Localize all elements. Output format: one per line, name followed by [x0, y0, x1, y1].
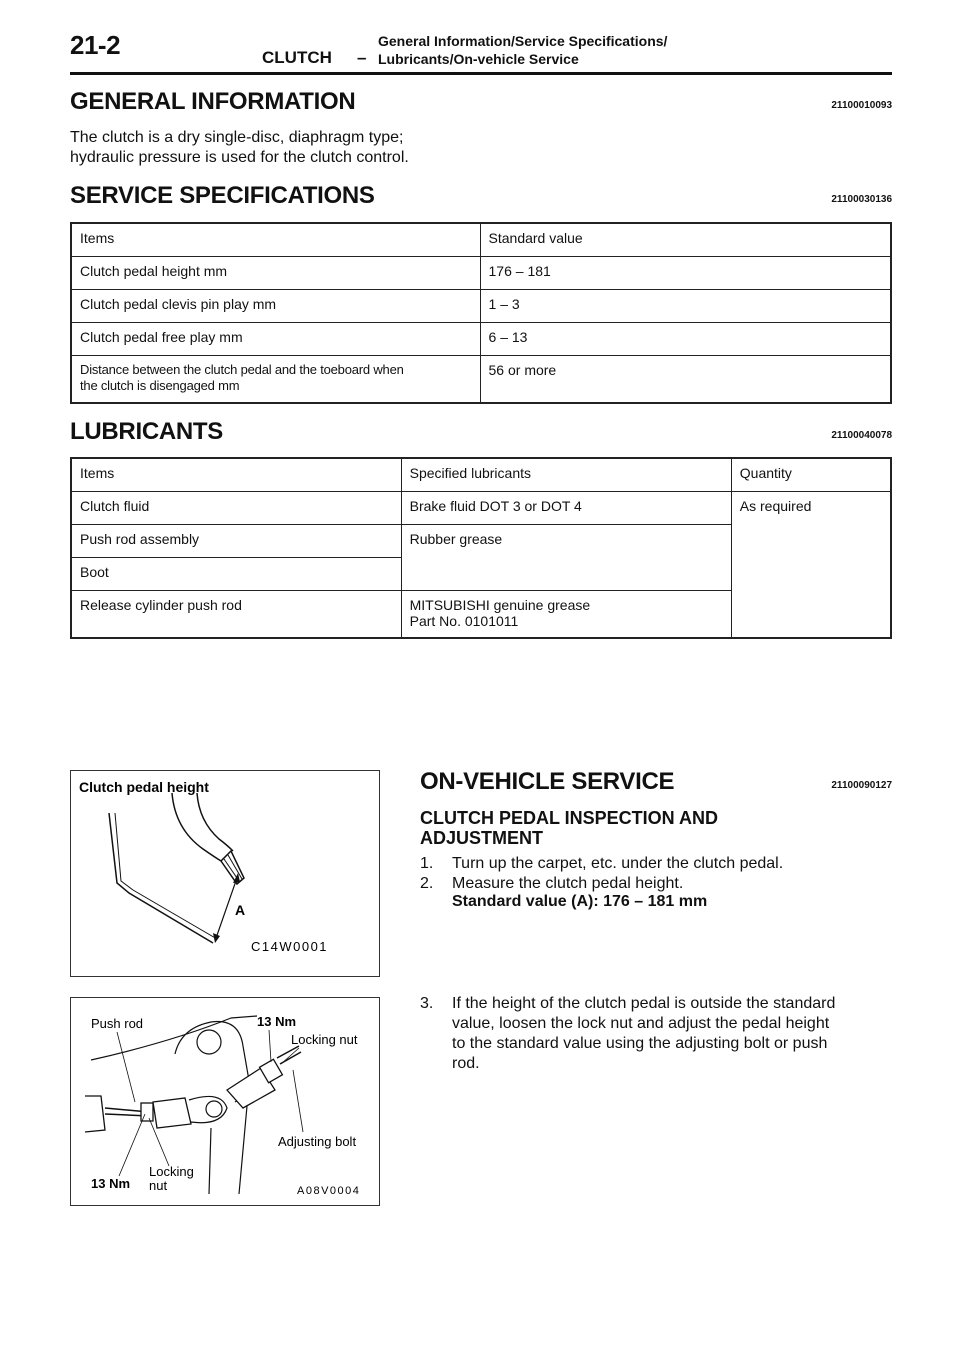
header-subtitle-line1: General Information/Service Specifications/: [378, 33, 668, 49]
pedal-lever: [189, 1096, 227, 1122]
figure-push-rod-adjustment: [70, 997, 380, 1206]
adjusting-bolt: [277, 1046, 299, 1058]
header-items: Items: [71, 458, 401, 491]
label-push-rod: Push rod: [91, 1016, 144, 1031]
spec-item: Clutch pedal free play mm: [71, 322, 480, 355]
label-locking-nut: Locking nut: [291, 1032, 358, 1047]
dimension-label-a: A: [235, 902, 246, 918]
pedal-arm: [239, 1106, 247, 1194]
label-torque-top: 13 Nm: [257, 1014, 297, 1029]
spec-value: 6 – 13: [480, 322, 891, 355]
table-row: [71, 322, 891, 355]
step-text-line1: If the height of the clutch pedal is outside the standard: [452, 995, 836, 1012]
spec-value: 56 or more: [480, 355, 891, 403]
leader-torque-top: [269, 1030, 271, 1062]
leader-adjusting-bolt: [293, 1070, 303, 1132]
figure1-caption: Clutch pedal height: [79, 779, 209, 795]
pedal-height-diagram: [71, 771, 379, 976]
figure-clutch-pedal-height: [70, 770, 380, 977]
lubricant-item: Clutch fluid: [71, 491, 401, 524]
arrow-head-down-icon: [213, 933, 220, 943]
toeboard-line: [109, 813, 213, 943]
general-information-line2: hydraulic pressure is used for the clutch control.: [70, 149, 409, 166]
table-row: [71, 289, 891, 322]
toeboard-line-inner: [115, 813, 217, 939]
master-cylinder: [85, 1096, 105, 1132]
spec-value: 176 – 181: [480, 256, 891, 289]
step-number: 3.: [420, 995, 434, 1012]
header-items: Items: [71, 223, 480, 256]
clevis-pin: [206, 1101, 222, 1117]
step-3: [420, 994, 892, 1078]
header-rule: [70, 72, 892, 75]
leader-push-rod: [117, 1032, 135, 1102]
lubricant-item: Boot: [71, 557, 401, 590]
pivot-hole: [197, 1030, 221, 1054]
spec-value: 1 – 3: [480, 289, 891, 322]
table-header-row: [71, 223, 891, 256]
spec-item: [71, 355, 480, 403]
clevis: [153, 1098, 191, 1128]
pedal-arm-left: [172, 793, 221, 861]
general-information-line1: The clutch is a dry single-disc, diaphragm type;: [70, 129, 404, 146]
label-torque-bottom: 13 Nm: [91, 1176, 131, 1191]
general-information-title: GENERAL INFORMATION: [70, 88, 356, 115]
lubricant-item: Release cylinder push rod: [71, 590, 401, 638]
lubricant-spec: [401, 590, 731, 638]
lubricant-spec: Brake fluid DOT 3 or DOT 4: [401, 491, 731, 524]
general-information-code: 21100010093: [831, 100, 892, 111]
push-rod-diagram: [71, 998, 379, 1205]
service-specifications-title: SERVICE SPECIFICATIONS: [70, 182, 375, 209]
inspection-subtitle-line1: CLUTCH PEDAL INSPECTION AND: [420, 808, 719, 828]
header-quantity: Quantity: [731, 458, 891, 491]
table-row: [71, 491, 891, 524]
lubricants-title: LUBRICANTS: [70, 418, 223, 445]
figure1-code: C14W0001: [251, 939, 329, 954]
spec-item: Clutch pedal height mm: [71, 256, 480, 289]
step-1: [420, 854, 892, 876]
inspection-subtitle-line2: ADJUSTMENT: [420, 828, 544, 848]
spec-item-line2: the clutch is disengaged mm: [80, 377, 240, 393]
step-text-line4: rod.: [452, 1055, 480, 1072]
lubricant-quantity: As required: [731, 491, 891, 638]
service-specifications-code: 21100030136: [831, 194, 892, 205]
step-text: Turn up the carpet, etc. under the clutch pedal.: [452, 855, 784, 872]
service-specifications-table: [70, 222, 892, 404]
header-standard-value: Standard value: [480, 223, 891, 256]
standard-value-note: Standard value (A): 176 – 181 mm: [452, 893, 708, 910]
general-information-text: [70, 128, 490, 168]
table-row: [71, 256, 891, 289]
lubricants-code: 21100040078: [831, 430, 892, 441]
step-2: [420, 874, 892, 918]
pedal-pad: [221, 851, 244, 884]
chapter-title: CLUTCH: [262, 48, 332, 67]
lubricant-spec: Rubber grease: [401, 524, 731, 590]
figure2-code: A08V0004: [297, 1185, 361, 1197]
step-number: 1.: [420, 855, 434, 872]
lubricant-spec-line2: Part No. 0101011: [409, 612, 519, 629]
on-vehicle-service-code: 21100090127: [831, 780, 892, 791]
table-header-row: [71, 458, 891, 491]
lubricants-table: [70, 457, 892, 639]
pedal-arm: [209, 1128, 211, 1194]
lubricant-spec-line1: MITSUBISHI genuine grease: [409, 596, 591, 613]
header-specified-lubricants: Specified lubricants: [401, 458, 731, 491]
inspection-subtitle: [420, 808, 840, 848]
table-row: [71, 355, 891, 403]
label-locking: Locking: [149, 1164, 194, 1179]
header-dash: –: [357, 48, 367, 67]
step-text-line3: to the standard value using the adjusting bolt or push: [452, 1035, 828, 1052]
label-nut: nut: [149, 1178, 168, 1193]
label-adjusting-bolt: Adjusting bolt: [278, 1134, 357, 1149]
step-text: Measure the clutch pedal height.: [452, 875, 684, 892]
pedal-arm-right: [197, 793, 233, 851]
leader-torque-bottom: [119, 1114, 145, 1176]
step-number: 2.: [420, 875, 434, 892]
spec-item-line1: Distance between the clutch pedal and the toeboard when: [80, 361, 404, 377]
spec-item: Clutch pedal clevis pin play mm: [71, 289, 480, 322]
on-vehicle-service-title: ON-VEHICLE SERVICE: [420, 768, 675, 795]
header-subtitle-line2: Lubricants/On-vehicle Service: [378, 51, 579, 67]
step-text-line2: value, loosen the lock nut and adjust the pedal height: [452, 1015, 830, 1032]
lubricant-item: Push rod assembly: [71, 524, 401, 557]
page-number: 21-2: [70, 30, 121, 60]
